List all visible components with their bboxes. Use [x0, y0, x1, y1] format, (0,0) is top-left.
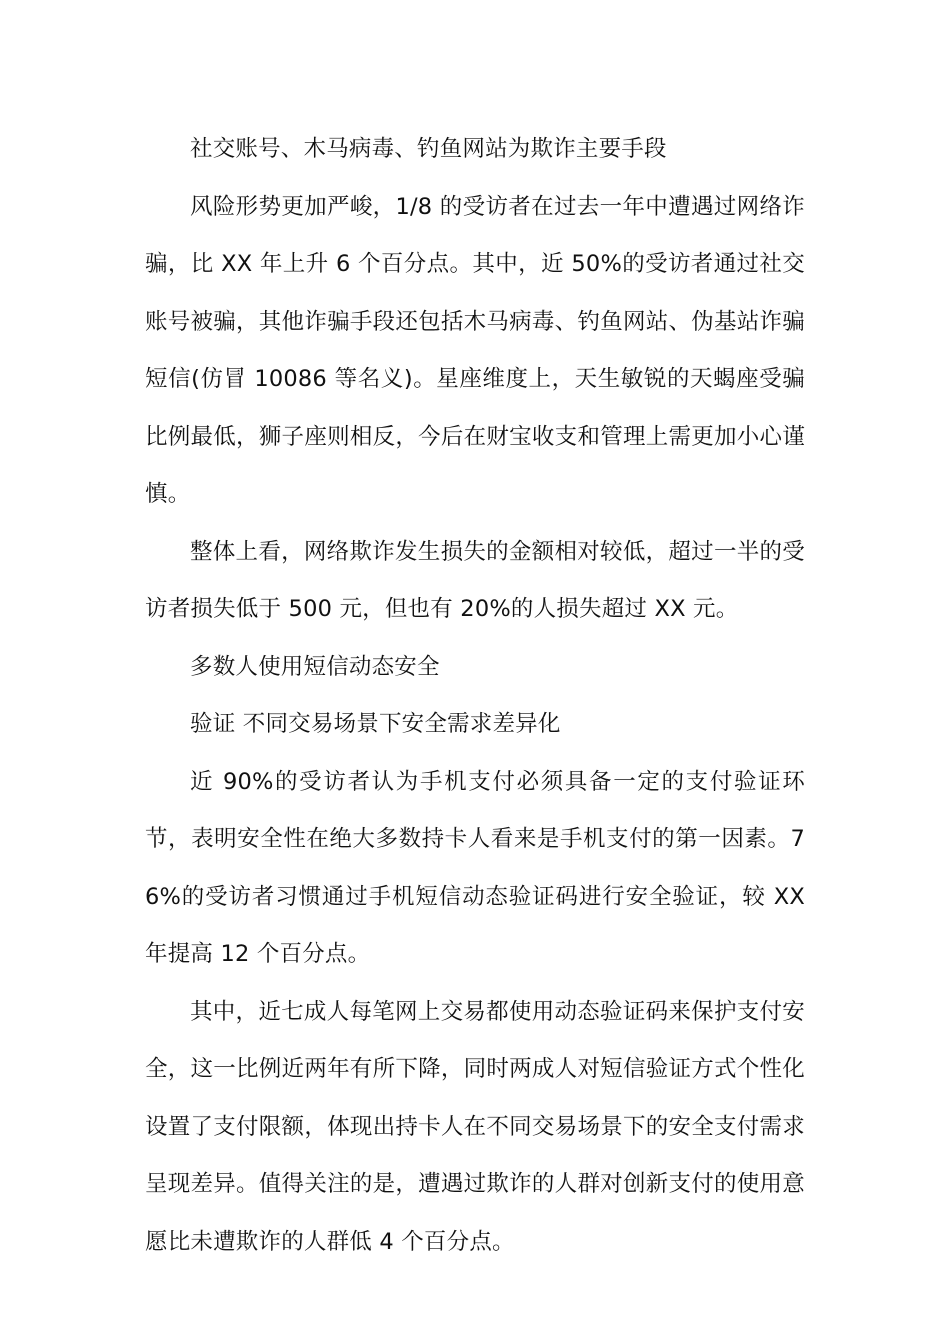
- paragraph-loss-amount: 整体上看，网络欺诈发生损失的金额相对较低，超过一半的受访者损失低于 500 元，但也有 20%的人损失超过 XX 元。: [145, 538, 805, 622]
- paragraph-risk-situation: 风险形势更加严峻，1/8 的受访者在过去一年中遭遇过网络诈骗，比 XX 年上升 6 个百分点。其中，近 50%的受访者通过社交账号被骗，其他诈骗手段还包括木马病毒、钓鱼网站、伪基站诈骗短信(仿冒 10086 等名义)。星座维度上，天生敏锐的天蝎座受骗比例最低，狮子座则相反，今后在财宝收支和管理上需更加小心谨慎。: [145, 193, 805, 507]
- section-heading-verification: 验证 不同交易场景下安全需求差异化: [190, 711, 561, 737]
- section-heading-sms-security: 多数人使用短信动态安全: [190, 653, 440, 680]
- section-heading-fraud-methods: 社交账号、木马病毒、钓鱼网站为欺诈主要手段: [190, 136, 667, 162]
- paragraph-payment-verification: 近 90%的受访者认为手机支付必须具备一定的支付验证环节，表明安全性在绝大多数持卡人看来是手机支付的第一因素。76%的受访者习惯通过手机短信动态验证码进行安全验证，较 XX 年提高 12 个百分点。: [145, 768, 805, 967]
- paragraph-dynamic-code-usage: 其中，近七成人每笔网上交易都使用动态验证码来保护支付安全，这一比例近两年有所下降，同时两成人对短信验证方式个性化设置了支付限额，体现出持卡人在不同交易场景下的安全支付需求呈现差异。值得关注的是，遭遇过欺诈的人群对创新支付的使用意愿比未遭欺诈的人群低 4 个百分点。: [145, 998, 805, 1255]
- document-body: [145, 121, 805, 1271]
